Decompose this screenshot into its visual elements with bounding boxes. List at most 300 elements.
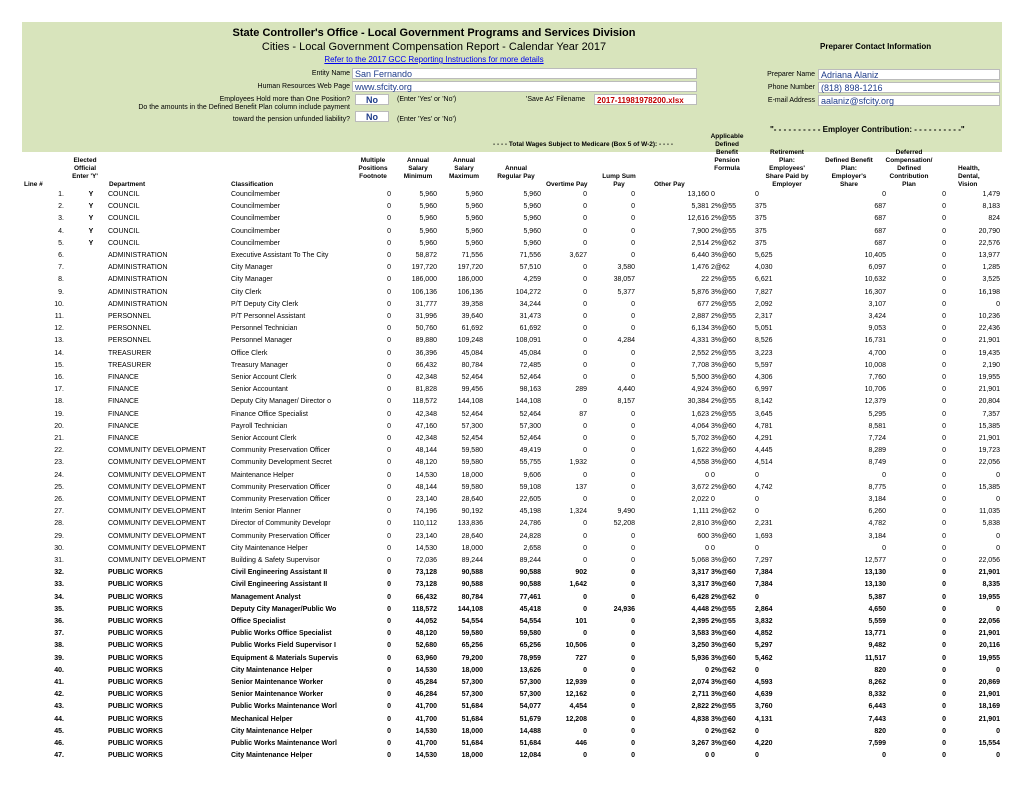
cell-regular-pay: 24,828 bbox=[519, 532, 541, 540]
cell-overtime: 0 bbox=[583, 276, 587, 284]
multiple-positions-note: (Enter 'Yes' or 'No') bbox=[397, 96, 457, 103]
cell-classification: City Clerk bbox=[231, 288, 262, 296]
cell-health: 0 bbox=[996, 496, 1000, 503]
cell-classification: Finance Office Specialist bbox=[231, 410, 308, 418]
cell-department: FINANCE bbox=[108, 374, 139, 381]
cell-other-pay: 13,160 bbox=[687, 191, 709, 198]
cell-other-pay: 2,711 bbox=[691, 691, 709, 699]
cell-retirement: 4,131 bbox=[755, 715, 773, 723]
col-pension-formula: Applicable Defined Benefit Pension Formula bbox=[710, 133, 744, 172]
cell-other-pay: 5,381 bbox=[691, 203, 709, 211]
cell-retirement: 0 bbox=[755, 508, 759, 516]
cell-line: 21. bbox=[54, 435, 64, 442]
cell-multiple: 0 bbox=[387, 288, 391, 296]
cell-defined-benefit: 9,053 bbox=[868, 325, 886, 333]
cell-retirement: 4,306 bbox=[755, 374, 773, 381]
cell-retirement: 4,639 bbox=[755, 691, 773, 699]
cell-lump-sum: 0 bbox=[631, 239, 635, 247]
cell-defined-benefit: 687 bbox=[874, 203, 886, 211]
cell-line: 4. bbox=[58, 227, 64, 235]
cell-other-pay: 1,111 bbox=[692, 508, 709, 516]
cell-regular-pay: 12,084 bbox=[519, 752, 541, 760]
cell-overtime: 0 bbox=[583, 727, 587, 735]
cell-lump-sum: 0 bbox=[631, 727, 635, 735]
table-row bbox=[22, 213, 1002, 225]
cell-classification: Public Works Maintenance Worl bbox=[231, 740, 337, 747]
cell-deferred-comp: 0 bbox=[942, 361, 946, 369]
cell-salary-min: 41,700 bbox=[415, 703, 437, 711]
table-row bbox=[22, 738, 1002, 750]
cell-lump-sum: 0 bbox=[631, 422, 635, 430]
cell-other-pay: 0 bbox=[705, 544, 709, 552]
cell-deferred-comp: 0 bbox=[942, 483, 946, 491]
cell-formula: 3%@60 bbox=[711, 447, 737, 455]
cell-other-pay: 2,514 bbox=[691, 239, 709, 247]
cell-retirement: 5,297 bbox=[755, 642, 773, 650]
cell-department: FINANCE bbox=[108, 410, 139, 418]
cell-defined-benefit: 4,700 bbox=[868, 349, 886, 357]
cell-overtime: 12,208 bbox=[565, 715, 587, 723]
cell-lump-sum: 4,440 bbox=[617, 386, 635, 394]
cell-salary-max: 28,640 bbox=[461, 496, 483, 503]
cell-other-pay: 3,583 bbox=[691, 630, 709, 638]
cell-deferred-comp: 0 bbox=[942, 239, 946, 247]
cell-multiple: 0 bbox=[387, 605, 391, 613]
cell-retirement: 0 bbox=[755, 191, 759, 198]
cell-defined-benefit: 7,724 bbox=[868, 435, 886, 442]
cell-line: 34. bbox=[54, 593, 64, 601]
cell-formula: 3%@60 bbox=[711, 422, 737, 430]
cell-department: COMMUNITY DEVELOPMENT bbox=[108, 544, 206, 552]
cell-regular-pay: 55,755 bbox=[519, 459, 541, 467]
cell-formula: 2%@55 bbox=[711, 605, 736, 613]
cell-overtime: 12,939 bbox=[565, 679, 587, 686]
cell-department: COMMUNITY DEVELOPMENT bbox=[108, 520, 206, 528]
cell-overtime: 0 bbox=[583, 666, 587, 674]
cell-multiple: 0 bbox=[387, 740, 391, 747]
cell-salary-max: 59,580 bbox=[461, 630, 483, 638]
save-as-label: 'Save As' Filename bbox=[526, 96, 586, 103]
cell-formula: 0 bbox=[711, 496, 715, 503]
cell-formula: 2%@55 bbox=[711, 703, 736, 711]
cell-other-pay: 0 bbox=[705, 666, 709, 674]
cell-regular-pay: 89,244 bbox=[519, 557, 541, 564]
table-row bbox=[22, 470, 1002, 482]
cell-formula: 2%@55 bbox=[711, 349, 737, 357]
cell-other-pay: 5,936 bbox=[691, 654, 709, 662]
cell-overtime: 0 bbox=[583, 471, 587, 479]
cell-retirement: 0 bbox=[755, 593, 759, 601]
cell-classification: City Maintenance Helper bbox=[231, 752, 313, 760]
cell-health: 0 bbox=[996, 752, 1000, 760]
instructions-link[interactable]: Refer to the 2017 GCC Reporting Instructions for more details bbox=[324, 55, 544, 64]
cell-lump-sum: 0 bbox=[631, 532, 635, 540]
cell-formula: 3%@60 bbox=[711, 642, 736, 650]
cell-health: 21,901 bbox=[978, 435, 1000, 442]
cell-overtime: 0 bbox=[583, 752, 587, 760]
cell-overtime: 0 bbox=[583, 593, 587, 601]
cell-overtime: 0 bbox=[583, 605, 587, 613]
cell-lump-sum: 0 bbox=[631, 459, 635, 467]
cell-overtime: 0 bbox=[583, 325, 587, 333]
cell-lump-sum: 0 bbox=[631, 313, 635, 320]
cell-lump-sum: 0 bbox=[631, 654, 635, 662]
cell-salary-max: 45,084 bbox=[461, 349, 483, 357]
cell-lump-sum: 0 bbox=[631, 227, 635, 235]
table-row bbox=[22, 665, 1002, 677]
cell-retirement: 4,291 bbox=[755, 435, 773, 442]
cell-retirement: 2,317 bbox=[755, 313, 773, 320]
cell-regular-pay: 5,960 bbox=[523, 239, 541, 247]
cell-defined-benefit: 0 bbox=[882, 471, 886, 479]
cell-classification: Community Preservation Officer bbox=[231, 496, 331, 503]
cell-line: 2. bbox=[58, 203, 64, 211]
cell-salary-min: 5,960 bbox=[419, 215, 437, 223]
cell-overtime: 3,627 bbox=[569, 252, 587, 259]
cell-overtime: 446 bbox=[575, 740, 587, 747]
cell-other-pay: 2,074 bbox=[691, 679, 709, 686]
cell-regular-pay: 4,259 bbox=[523, 276, 541, 284]
cell-line: 19. bbox=[54, 410, 64, 418]
cell-lump-sum: 0 bbox=[631, 325, 635, 333]
col-regular-pay: Annual Regular Pay bbox=[497, 165, 535, 180]
cell-salary-min: 81,828 bbox=[415, 386, 437, 394]
cell-department: PUBLIC WORKS bbox=[108, 618, 163, 625]
cell-multiple: 0 bbox=[387, 252, 391, 259]
cell-multiple: 0 bbox=[387, 618, 391, 625]
cell-classification: Public Works Office Specialist bbox=[231, 630, 332, 638]
cell-department: COMMUNITY DEVELOPMENT bbox=[108, 447, 206, 455]
cell-defined-benefit: 7,599 bbox=[868, 740, 886, 747]
cell-salary-max: 57,300 bbox=[461, 422, 483, 430]
cell-health: 19,955 bbox=[978, 593, 1000, 601]
cell-formula: 2%@62 bbox=[711, 593, 736, 601]
cell-classification: City Maintenance Helper bbox=[231, 666, 313, 674]
cell-formula: 3%@60 bbox=[711, 557, 737, 564]
cell-health: 22,056 bbox=[978, 459, 1000, 467]
cell-other-pay: 6,134 bbox=[691, 325, 709, 333]
cell-other-pay: 6,440 bbox=[691, 252, 709, 259]
cell-defined-benefit: 13,771 bbox=[864, 630, 886, 638]
cell-deferred-comp: 0 bbox=[942, 654, 946, 662]
cell-multiple: 0 bbox=[387, 410, 391, 418]
cell-classification: Councilmember bbox=[231, 215, 281, 223]
cell-health: 13,977 bbox=[978, 252, 1000, 259]
cell-formula: 3%@60 bbox=[711, 679, 736, 686]
cell-salary-max: 144,108 bbox=[457, 398, 483, 406]
cell-department: FINANCE bbox=[108, 435, 139, 442]
cell-lump-sum: 0 bbox=[631, 715, 635, 723]
cell-multiple: 0 bbox=[387, 203, 391, 211]
cell-defined-benefit: 3,424 bbox=[868, 313, 886, 320]
cell-lump-sum: 0 bbox=[631, 435, 635, 442]
cell-department: COUNCIL bbox=[108, 203, 140, 211]
cell-regular-pay: 5,960 bbox=[523, 191, 541, 198]
cell-regular-pay: 22,605 bbox=[519, 496, 541, 503]
cell-classification: Management Analyst bbox=[231, 593, 301, 601]
cell-formula: 3%@60 bbox=[711, 361, 737, 369]
cell-other-pay: 4,331 bbox=[691, 337, 709, 345]
cell-deferred-comp: 0 bbox=[942, 508, 946, 516]
cell-salary-min: 44,052 bbox=[415, 618, 437, 625]
cell-formula: 3%@60 bbox=[711, 386, 737, 394]
cell-lump-sum: 0 bbox=[631, 361, 635, 369]
cell-department: PUBLIC WORKS bbox=[108, 569, 163, 577]
cell-regular-pay: 78,959 bbox=[519, 654, 541, 662]
cell-regular-pay: 9,606 bbox=[523, 471, 541, 479]
cell-salary-min: 89,880 bbox=[415, 337, 437, 345]
cell-formula: 2%@62 bbox=[711, 508, 737, 516]
table-row bbox=[22, 592, 1002, 604]
cell-department: PUBLIC WORKS bbox=[108, 691, 163, 699]
employer-contribution-header: "- - - - - - - - - - Employer Contribution: - - - - - - - - - -" bbox=[770, 125, 965, 134]
cell-multiple: 0 bbox=[387, 703, 391, 711]
table-row bbox=[22, 531, 1002, 543]
cell-defined-benefit: 0 bbox=[882, 191, 886, 198]
email-field[interactable]: aalaniz@sfcity.org bbox=[818, 95, 1000, 106]
cell-defined-benefit: 10,632 bbox=[864, 276, 886, 284]
cell-retirement: 4,030 bbox=[755, 264, 773, 272]
cell-health: 22,576 bbox=[978, 239, 1000, 247]
table-row bbox=[22, 287, 1002, 299]
hr-web-page-field[interactable]: www.sfcity.org bbox=[352, 81, 697, 92]
cell-salary-max: 106,136 bbox=[457, 288, 483, 296]
cell-deferred-comp: 0 bbox=[942, 374, 946, 381]
cell-lump-sum: 38,057 bbox=[613, 276, 635, 284]
cell-other-pay: 3,672 bbox=[691, 483, 709, 491]
cell-salary-max: 28,640 bbox=[461, 532, 483, 540]
save-as-field[interactable]: 2017-11981978200.xlsx bbox=[594, 94, 697, 105]
cell-retirement: 4,220 bbox=[755, 740, 773, 747]
cell-classification: Office Specialist bbox=[231, 618, 286, 625]
cell-formula: 2%@55 bbox=[711, 227, 737, 235]
cell-deferred-comp: 0 bbox=[942, 715, 946, 723]
cell-health: 8,335 bbox=[982, 581, 1000, 589]
cell-classification: City Manager bbox=[231, 264, 273, 272]
cell-health: 5,838 bbox=[982, 520, 1000, 528]
cell-multiple: 0 bbox=[387, 313, 391, 320]
cell-regular-pay: 31,473 bbox=[519, 313, 541, 320]
cell-department: PUBLIC WORKS bbox=[108, 752, 163, 760]
cell-health: 19,955 bbox=[978, 374, 1000, 381]
cell-regular-pay: 98,163 bbox=[519, 386, 541, 394]
entity-name-field[interactable]: San Fernando bbox=[352, 68, 697, 79]
cell-line: 40. bbox=[54, 666, 64, 674]
cell-retirement: 2,864 bbox=[755, 605, 773, 613]
defined-benefit-question-line2: toward the pension unfunded liability? bbox=[232, 116, 350, 123]
cell-salary-max: 59,580 bbox=[461, 459, 483, 467]
cell-deferred-comp: 0 bbox=[942, 398, 946, 406]
cell-salary-min: 73,128 bbox=[415, 569, 437, 577]
cell-defined-benefit: 7,443 bbox=[868, 715, 886, 723]
cell-line: 36. bbox=[54, 618, 64, 625]
cell-multiple: 0 bbox=[387, 496, 391, 503]
cell-health: 15,385 bbox=[978, 483, 1000, 491]
cell-deferred-comp: 0 bbox=[942, 300, 946, 308]
cell-retirement: 6,997 bbox=[755, 386, 773, 394]
cell-other-pay: 2,810 bbox=[691, 520, 709, 528]
email-label: E-mail Address bbox=[767, 97, 815, 104]
preparer-name-field[interactable]: Adriana Alaniz bbox=[818, 69, 1000, 80]
cell-lump-sum: 0 bbox=[631, 581, 635, 589]
cell-department: ADMINISTRATION bbox=[108, 264, 168, 272]
cell-classification: Director of Community Developr bbox=[231, 520, 331, 528]
cell-salary-max: 79,200 bbox=[461, 654, 483, 662]
cell-multiple: 0 bbox=[387, 557, 391, 564]
cell-salary-min: 197,720 bbox=[411, 264, 437, 272]
col-retirement-plan: Retirement Plan: Employees' Share Paid by Employer bbox=[765, 149, 809, 188]
cell-lump-sum: 0 bbox=[631, 557, 635, 564]
cell-department: PUBLIC WORKS bbox=[108, 679, 163, 686]
cell-overtime: 0 bbox=[583, 532, 587, 540]
cell-line: 43. bbox=[54, 703, 64, 711]
cell-lump-sum: 5,377 bbox=[617, 288, 635, 296]
cell-retirement: 4,852 bbox=[755, 630, 773, 638]
multiple-positions-field[interactable]: No bbox=[355, 94, 389, 105]
cell-health: 21,901 bbox=[978, 337, 1000, 345]
cell-salary-min: 23,140 bbox=[415, 496, 437, 503]
cell-regular-pay: 5,960 bbox=[523, 215, 541, 223]
cell-salary-min: 66,432 bbox=[415, 593, 437, 601]
cell-health: 21,901 bbox=[978, 569, 1000, 577]
cell-defined-benefit: 6,097 bbox=[868, 264, 886, 272]
cell-defined-benefit: 0 bbox=[882, 544, 886, 552]
cell-regular-pay: 59,108 bbox=[519, 483, 541, 491]
cell-retirement: 4,445 bbox=[755, 447, 773, 455]
cell-multiple: 0 bbox=[387, 569, 391, 577]
cell-department: TREASURER bbox=[108, 349, 152, 357]
cell-other-pay: 2,822 bbox=[691, 703, 709, 711]
cell-defined-benefit: 6,443 bbox=[868, 703, 886, 711]
cell-regular-pay: 45,084 bbox=[519, 349, 541, 357]
table-row bbox=[22, 421, 1002, 433]
cell-multiple: 0 bbox=[387, 337, 391, 345]
cell-defined-benefit: 687 bbox=[874, 239, 886, 247]
cell-salary-max: 80,784 bbox=[461, 361, 483, 369]
cell-line: 39. bbox=[54, 654, 64, 662]
cell-line: 14. bbox=[54, 349, 64, 357]
table-row bbox=[22, 604, 1002, 616]
cell-deferred-comp: 0 bbox=[942, 520, 946, 528]
cell-line: 24. bbox=[54, 471, 64, 479]
cell-salary-min: 118,572 bbox=[412, 605, 437, 613]
cell-salary-max: 89,244 bbox=[461, 557, 483, 564]
cell-retirement: 8,142 bbox=[755, 398, 773, 406]
table-row bbox=[22, 726, 1002, 738]
cell-lump-sum: 0 bbox=[631, 630, 635, 638]
cell-defined-benefit: 687 bbox=[874, 227, 886, 235]
cell-multiple: 0 bbox=[387, 227, 391, 235]
phone-number-field[interactable]: (818) 898-1216 bbox=[818, 82, 1000, 93]
cell-line: 46. bbox=[54, 740, 64, 747]
cell-salary-max: 52,464 bbox=[461, 374, 483, 381]
cell-deferred-comp: 0 bbox=[942, 557, 946, 564]
cell-salary-min: 48,120 bbox=[415, 459, 437, 467]
cell-health: 0 bbox=[996, 471, 1000, 479]
cell-classification: Interim Senior Planner bbox=[231, 508, 301, 516]
cell-deferred-comp: 0 bbox=[942, 349, 946, 357]
cell-salary-max: 5,960 bbox=[465, 227, 483, 235]
table-row bbox=[22, 555, 1002, 567]
cell-formula: 2%@55 bbox=[711, 618, 736, 625]
cell-classification: Senior Accountant bbox=[231, 386, 288, 394]
defined-benefit-field[interactable]: No bbox=[355, 111, 389, 122]
cell-multiple: 0 bbox=[387, 581, 391, 589]
cell-retirement: 1,693 bbox=[755, 532, 773, 540]
cell-multiple: 0 bbox=[387, 727, 391, 735]
col-elected: Elected Official Enter 'Y' bbox=[72, 157, 98, 180]
cell-salary-max: 197,720 bbox=[457, 264, 483, 272]
cell-overtime: 0 bbox=[583, 300, 587, 308]
cell-elected: Y bbox=[88, 215, 94, 223]
cell-lump-sum: 0 bbox=[631, 215, 635, 223]
preparer-contact-title: Preparer Contact Information bbox=[820, 42, 932, 51]
table-row bbox=[22, 714, 1002, 726]
cell-classification: City Manager bbox=[231, 276, 273, 284]
cell-deferred-comp: 0 bbox=[942, 325, 946, 333]
cell-salary-min: 118,572 bbox=[412, 398, 437, 406]
cell-retirement: 0 bbox=[755, 496, 759, 503]
cell-deferred-comp: 0 bbox=[942, 215, 946, 223]
cell-regular-pay: 24,786 bbox=[519, 520, 541, 528]
cell-other-pay: 6,428 bbox=[691, 593, 709, 601]
cell-overtime: 1,642 bbox=[569, 581, 587, 589]
cell-classification: Community Preservation Officer bbox=[231, 483, 331, 491]
col-overtime-pay: Overtime Pay bbox=[546, 181, 588, 188]
cell-defined-benefit: 4,650 bbox=[868, 605, 886, 613]
cell-deferred-comp: 0 bbox=[942, 252, 946, 259]
cell-retirement: 6,621 bbox=[755, 276, 773, 284]
cell-department: COMMUNITY DEVELOPMENT bbox=[108, 508, 206, 516]
cell-deferred-comp: 0 bbox=[942, 569, 946, 577]
cell-deferred-comp: 0 bbox=[942, 276, 946, 284]
cell-classification: Councilmember bbox=[231, 227, 281, 235]
cell-overtime: 0 bbox=[583, 227, 587, 235]
cell-other-pay: 1,623 bbox=[691, 410, 709, 418]
cell-elected: Y bbox=[88, 191, 94, 198]
cell-overtime: 10,506 bbox=[565, 642, 587, 650]
cell-formula: 0 bbox=[711, 471, 715, 479]
table-row bbox=[22, 299, 1002, 311]
cell-lump-sum: 0 bbox=[631, 203, 635, 211]
cell-multiple: 0 bbox=[387, 239, 391, 247]
cell-line: 10. bbox=[54, 300, 64, 308]
cell-multiple: 0 bbox=[387, 276, 391, 284]
col-defined-benefit: Defined Benefit Plan: Employer's Share bbox=[825, 157, 873, 188]
cell-regular-pay: 72,485 bbox=[519, 361, 541, 369]
cell-defined-benefit: 13,130 bbox=[864, 569, 886, 577]
cell-classification: Maintenance Helper bbox=[231, 471, 294, 479]
cell-other-pay: 3,267 bbox=[691, 740, 709, 747]
cell-classification: Building & Safety Supervisor bbox=[231, 557, 320, 564]
cell-multiple: 0 bbox=[387, 398, 391, 406]
cell-other-pay: 2,552 bbox=[691, 349, 709, 357]
col-classification: Classification bbox=[231, 181, 274, 188]
cell-lump-sum: 0 bbox=[631, 349, 635, 357]
cell-salary-min: 5,960 bbox=[419, 191, 437, 198]
cell-salary-max: 18,000 bbox=[461, 471, 483, 479]
cell-defined-benefit: 3,184 bbox=[868, 532, 886, 540]
cell-salary-max: 90,192 bbox=[461, 508, 483, 516]
cell-overtime: 4,454 bbox=[569, 703, 587, 711]
cell-department: PUBLIC WORKS bbox=[108, 630, 163, 638]
cell-other-pay: 12,616 bbox=[687, 215, 709, 223]
cell-classification: City Maintenance Helper bbox=[231, 544, 308, 552]
cell-retirement: 2,231 bbox=[755, 520, 773, 528]
cell-multiple: 0 bbox=[387, 459, 391, 467]
table-row bbox=[22, 506, 1002, 518]
cell-multiple: 0 bbox=[387, 679, 391, 686]
